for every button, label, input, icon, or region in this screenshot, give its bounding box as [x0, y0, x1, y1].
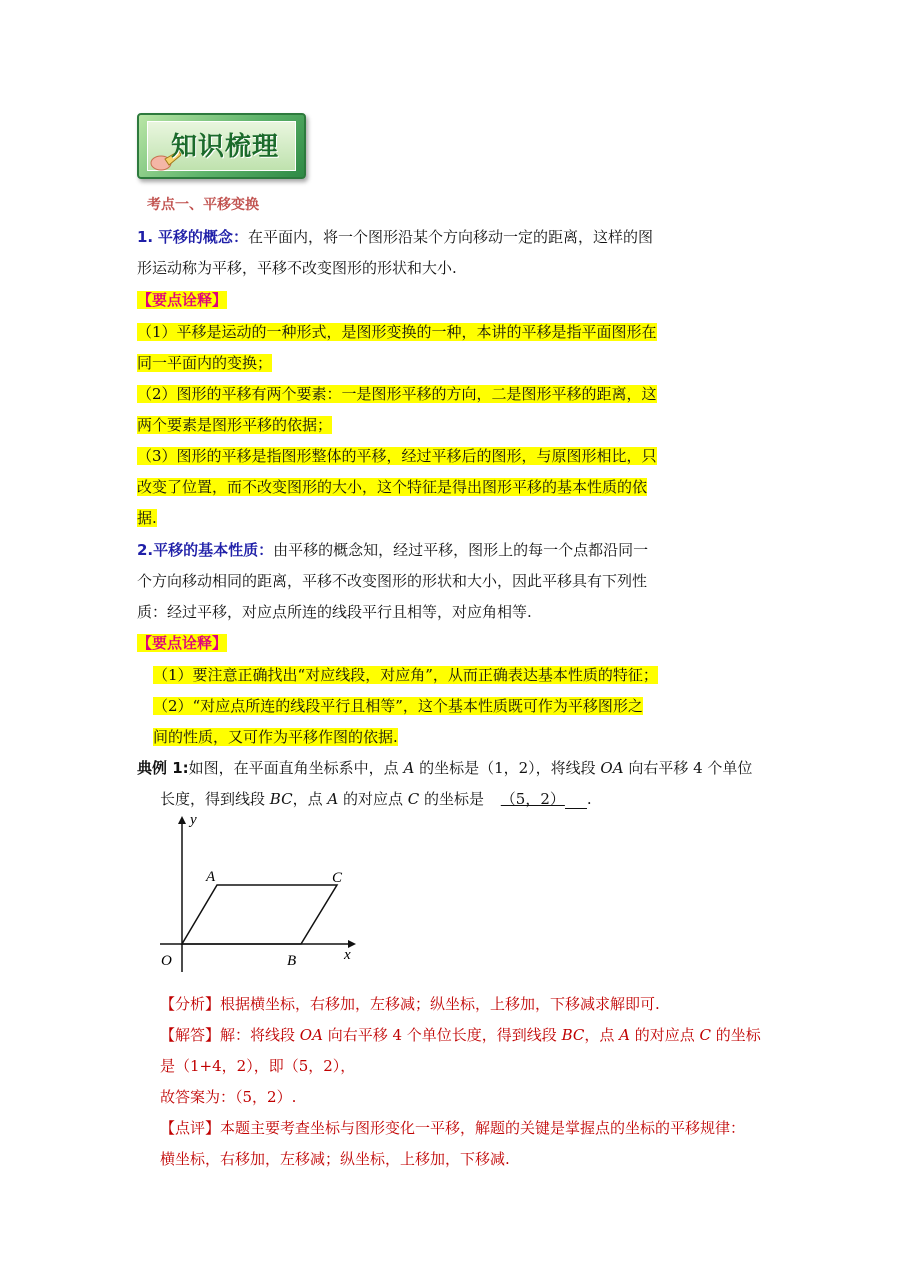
- note2-line-3: 间的性质，又可作为平移作图的依据.: [153, 728, 398, 746]
- answer-line-2: 是（1+4，2），即（5，2），: [160, 1057, 356, 1075]
- note1-line-7: 据.: [137, 509, 157, 527]
- note1-line-5: （3）图形的平移是指图形整体的平移，经过平移后的图形，与原图形相比，只: [137, 447, 657, 465]
- note1-line-4: 两个要素是图形平移的依据；: [137, 416, 333, 434]
- label-c: C: [332, 870, 343, 886]
- section-banner: [137, 113, 306, 179]
- property-paragraph-line-2: 个方向移动相同的距离，平移不改变图形的形状和大小，因此平移具有下列性: [137, 572, 648, 590]
- note1-tag-line: [137, 290, 227, 310]
- parallelogram: [182, 885, 337, 944]
- example-label: 典例 1:: [137, 759, 189, 777]
- p1-num: 1.: [137, 228, 154, 246]
- note2-tag-line: [137, 633, 227, 653]
- concept-paragraph-line-2: 形运动称为平移，平移不改变图形的形状和大小.: [137, 259, 457, 277]
- note2-tag: 【要点诠释】: [137, 634, 228, 652]
- coordinate-figure: [150, 812, 370, 982]
- label-a: A: [206, 869, 216, 885]
- answer-line-3: 故答案为：（5，2）.: [160, 1088, 297, 1106]
- answer-line-1: 【解答】解：将线段 OA 向右平移 4 个单位长度，得到线段 BC，点 A 的对应点 C 的坐标: [160, 1026, 761, 1044]
- label-y: y: [190, 812, 197, 828]
- p2-colon: ：: [258, 541, 274, 559]
- example-answer: （5，2）: [500, 790, 565, 808]
- label-x: x: [344, 947, 351, 963]
- label-o: O: [161, 953, 172, 969]
- banner-title: 知识梳理: [171, 132, 280, 162]
- note1-line-3: （2）图形的平移有两个要素：一是图形平移的方向，二是图形平移的距离，这: [137, 385, 657, 403]
- property-paragraph-line-1: [137, 540, 648, 560]
- p1-text-1: 在平面内，将一个图形沿某个方向移动一定的距离，这样的图: [247, 228, 653, 246]
- p1-colon: ：: [232, 228, 248, 246]
- p2-num: 2.: [137, 541, 154, 559]
- note2-line-2: （2）“对应点所连的线段平行且相等”，这个基本性质既可作为平移图形之: [153, 697, 643, 715]
- note1-line-1: （1）平移是运动的一种形式，是图形变换的一种，本讲的平移是指平面图形在: [137, 323, 657, 341]
- concept-paragraph-line-1: [137, 227, 653, 247]
- review-line-2: 横坐标，右移加，左移减；纵坐标，上移加，下移减.: [160, 1150, 510, 1168]
- review-line-1: 【点评】本题主要考查坐标与图形变化一平移，解题的关键是掌握点的坐标的平移规律：: [160, 1119, 746, 1137]
- p1-term: 平移的概念: [157, 228, 233, 246]
- note1-line-6: 改变了位置，而不改变图形的大小，这个特征是得出图形平移的基本性质的依: [137, 478, 648, 496]
- y-axis-arrow: [178, 816, 186, 824]
- property-paragraph-line-3: 质：经过平移，对应点所连的线段平行且相等，对应角相等.: [137, 603, 532, 621]
- label-b: B: [287, 953, 297, 969]
- note2-line-1: （1）要注意正确找出“对应线段，对应角”，从而正确表达基本性质的特征；: [153, 666, 658, 684]
- example-line-1: 典例 1:如图，在平面直角坐标系中，点 A 的坐标是（1，2），将线段 OA 向右平移 4 个单位: [137, 759, 753, 777]
- section-title: 考点一、平移变换: [147, 197, 259, 213]
- p2-term: 平移的基本性质: [153, 541, 259, 559]
- p2-text-1: 由平移的概念知，经过平移，图形上的每一个点都沿同一: [273, 541, 649, 559]
- note1-line-2: 同一平面内的变换；: [137, 354, 273, 372]
- analysis-line: 【分析】根据横坐标，右移加，左移减；纵坐标，上移加，下移减求解即可.: [160, 995, 660, 1013]
- note1-tag: 【要点诠释】: [137, 291, 228, 309]
- example-line-2: 长度，得到线段 BC，点 A 的对应点 C 的坐标是 （5，2） .: [160, 790, 592, 808]
